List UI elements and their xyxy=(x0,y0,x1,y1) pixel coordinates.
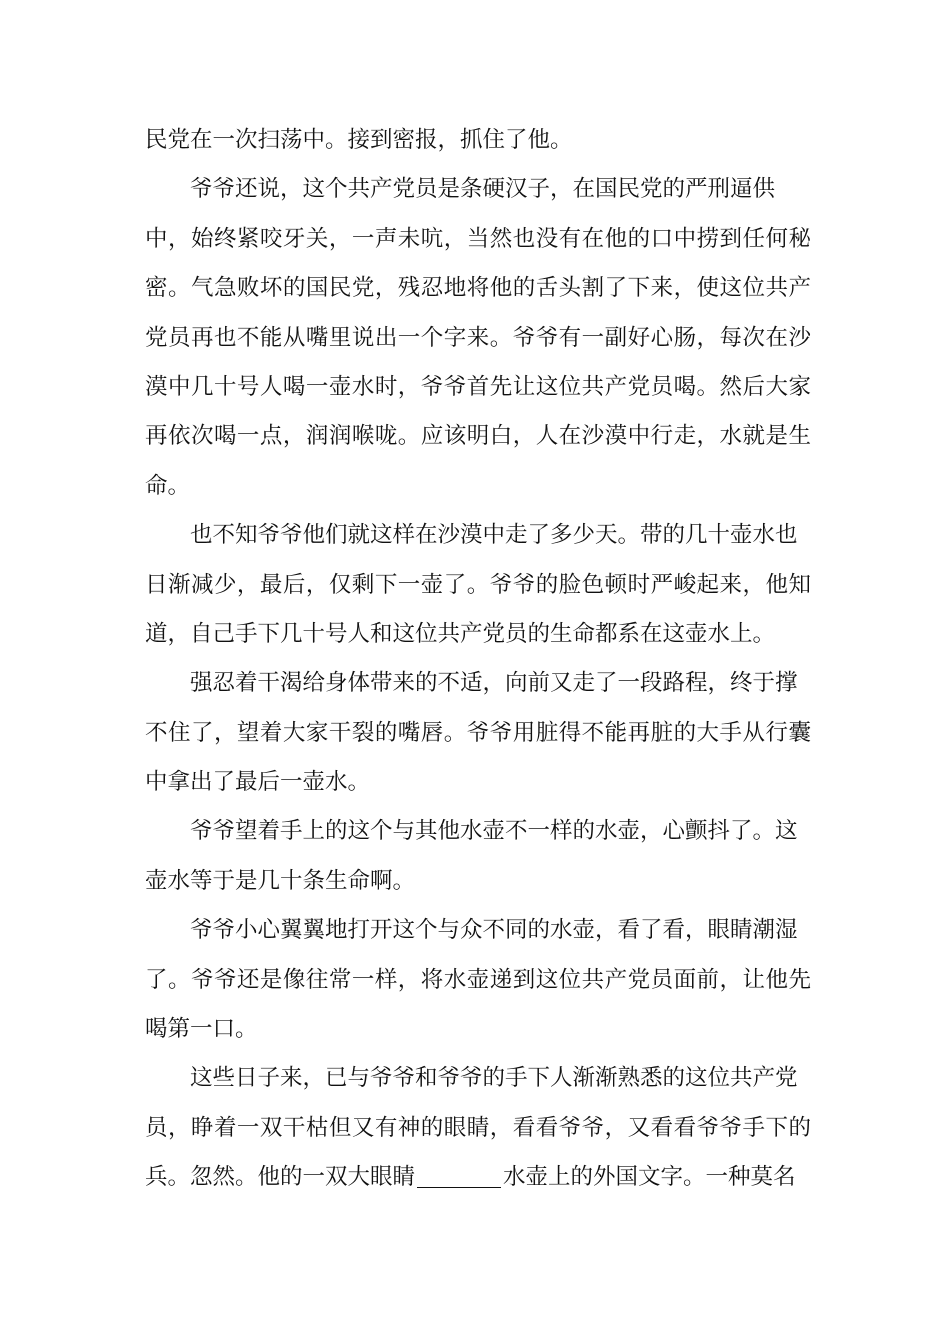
text-line: 党员再也不能从嘴里说出一个字来。爷爷有一副好心肠，每次在沙 xyxy=(145,324,811,351)
text-line: 爷爷还说，这个共产党员是条硬汉子，在国民党的严刑逼供 xyxy=(190,176,776,203)
text-line: 强忍着干渴给身体带来的不适，向前又走了一段路程，终于撑 xyxy=(190,670,798,697)
document-page xyxy=(145,116,811,1203)
text-line: 道，自己手下几十号人和这位共产党员的生命都系在这壶水上。 xyxy=(145,620,776,647)
text-line: 爷爷望着手上的这个与其他水壶不一样的水壶，心颤抖了。这 xyxy=(190,818,798,845)
text-line: 也不知爷爷他们就这样在沙漠中走了多少天。带的几十壶水也 xyxy=(190,522,798,549)
text-before-blank: 兵。忽然。他的一双大眼睛 xyxy=(145,1164,416,1191)
text-line-with-blank xyxy=(145,1153,811,1202)
text-line: 壶水等于是几十条生命啊。 xyxy=(145,867,416,894)
text-line: 中，始终紧咬牙关，一声未吭，当然也没有在他的口中捞到任何秘 xyxy=(145,225,811,252)
text-line: 不住了，望着大家干裂的嘴唇。爷爷用脏得不能再脏的大手从行囊 xyxy=(145,719,811,746)
text-line: 这些日子来，已与爷爷和爷爷的手下人渐渐熟悉的这位共产党 xyxy=(190,1065,798,1092)
text-line: 命。 xyxy=(145,472,191,499)
text-line: 漠中几十号人喝一壶水时，爷爷首先让这位共产党员喝。然后大家 xyxy=(145,373,811,400)
text-line: 再依次喝一点，润润喉咙。应该明白，人在沙漠中行走，水就是生 xyxy=(145,423,811,450)
text-line: 喝第一口。 xyxy=(145,1016,258,1043)
text-line: 民党在一次扫荡中。接到密报，抓住了他。 xyxy=(145,127,573,153)
text-line: 员，睁着一双干枯但又有神的眼睛，看看爷爷，又看看爷爷手下的 xyxy=(145,1114,811,1141)
fill-in-blank xyxy=(417,1164,501,1189)
text-line: 了。爷爷还是像往常一样，将水壶递到这位共产党员面前，让他先 xyxy=(145,966,811,993)
text-line: 爷爷小心翼翼地打开这个与众不同的水壶，看了看，眼睛潮湿 xyxy=(190,917,798,944)
text-line: 日渐减少，最后，仅剩下一壶了。爷爷的脸色顿时严峻起来，他知 xyxy=(145,571,811,598)
text-line: 中拿出了最后一壶水。 xyxy=(145,769,371,796)
text-after-blank: 水壶上的外国文字。一种莫名 xyxy=(503,1164,796,1191)
text-line: 密。气急败坏的国民党，残忍地将他的舌头割了下来，使这位共产 xyxy=(145,275,811,302)
